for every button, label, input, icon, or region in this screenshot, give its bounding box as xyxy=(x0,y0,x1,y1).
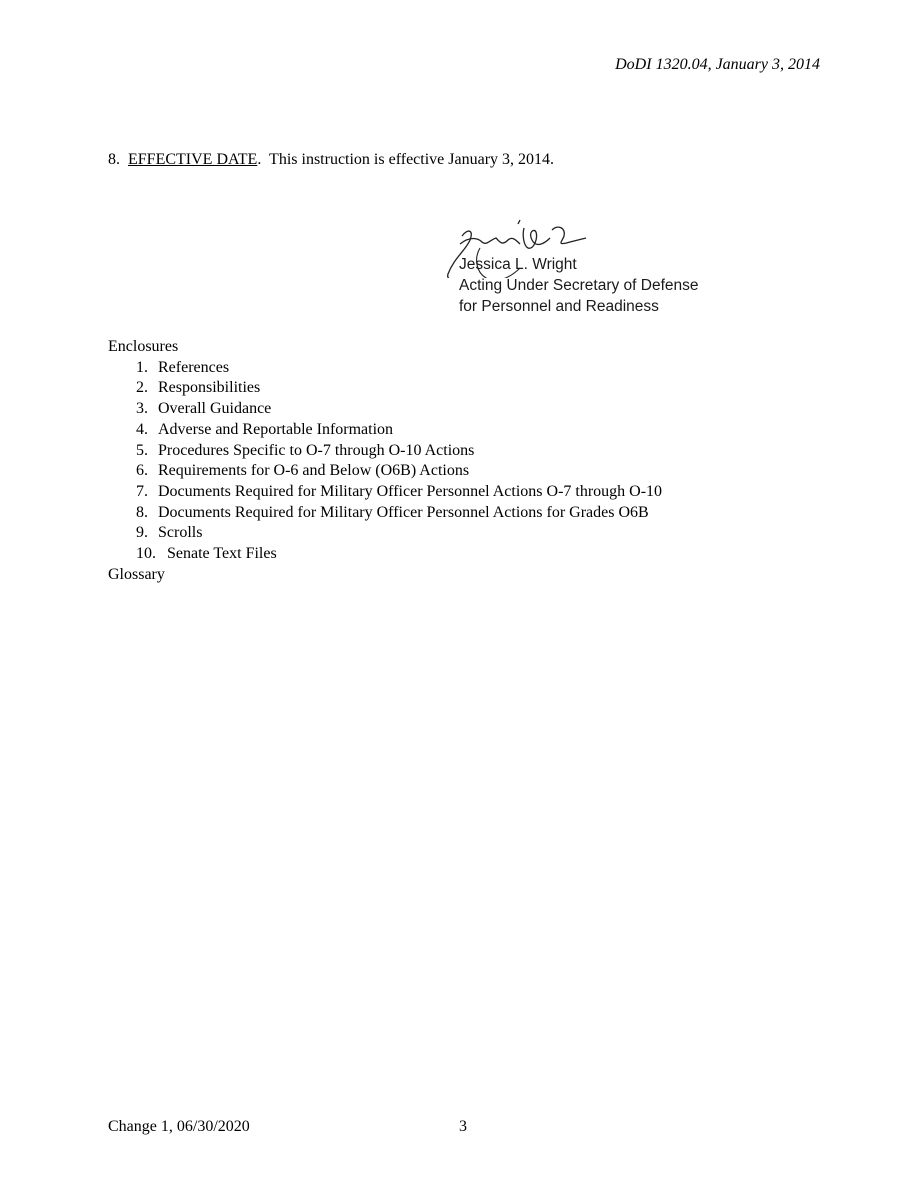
enclosures-section xyxy=(108,337,662,585)
list-item: 2. Responsibilities xyxy=(136,379,261,397)
signatory-title-line-2: for Personnel and Readiness xyxy=(459,298,659,315)
section-text: This instruction is effective January 3, 2014. xyxy=(269,151,555,168)
glossary-label: Glossary xyxy=(108,565,165,583)
list-item: 3. Overall Guidance xyxy=(136,400,272,418)
enclosures-list xyxy=(108,358,662,565)
list-item: 5. Procedures Specific to O-7 through O-10 Actions xyxy=(136,441,475,459)
enclosures-heading: Enclosures xyxy=(108,338,179,355)
section-number: 8. xyxy=(108,151,120,168)
document-reference-header: DoDI 1320.04, January 3, 2014 xyxy=(615,56,820,73)
list-item: 10. Senate Text Files xyxy=(136,545,277,563)
section-title: EFFECTIVE DATE xyxy=(128,151,258,168)
footer-change-note: Change 1, 06/30/2020 xyxy=(108,1118,250,1135)
list-item: 7. Documents Required for Military Officer Personnel Actions O-7 through O-10 xyxy=(136,482,663,500)
list-item: 4. Adverse and Reportable Information xyxy=(136,420,394,438)
list-item: 6. Requirements for O-6 and Below (O6B) Actions xyxy=(136,462,470,480)
section-8-paragraph: 8. EFFECTIVE DATE. This instruction is effective January 3, 2014. xyxy=(108,151,555,168)
list-item: 8. Documents Required for Military Officer Personnel Actions for Grades O6B xyxy=(136,503,649,521)
footer-page-number: 3 xyxy=(459,1118,467,1135)
signatory-name: Jessica L. Wright xyxy=(459,256,577,273)
signatory-title-line-1: Acting Under Secretary of Defense xyxy=(459,277,699,294)
list-item: 1. References xyxy=(136,358,230,376)
list-item: 9. Scrolls xyxy=(136,524,203,542)
signature-block xyxy=(440,218,740,318)
